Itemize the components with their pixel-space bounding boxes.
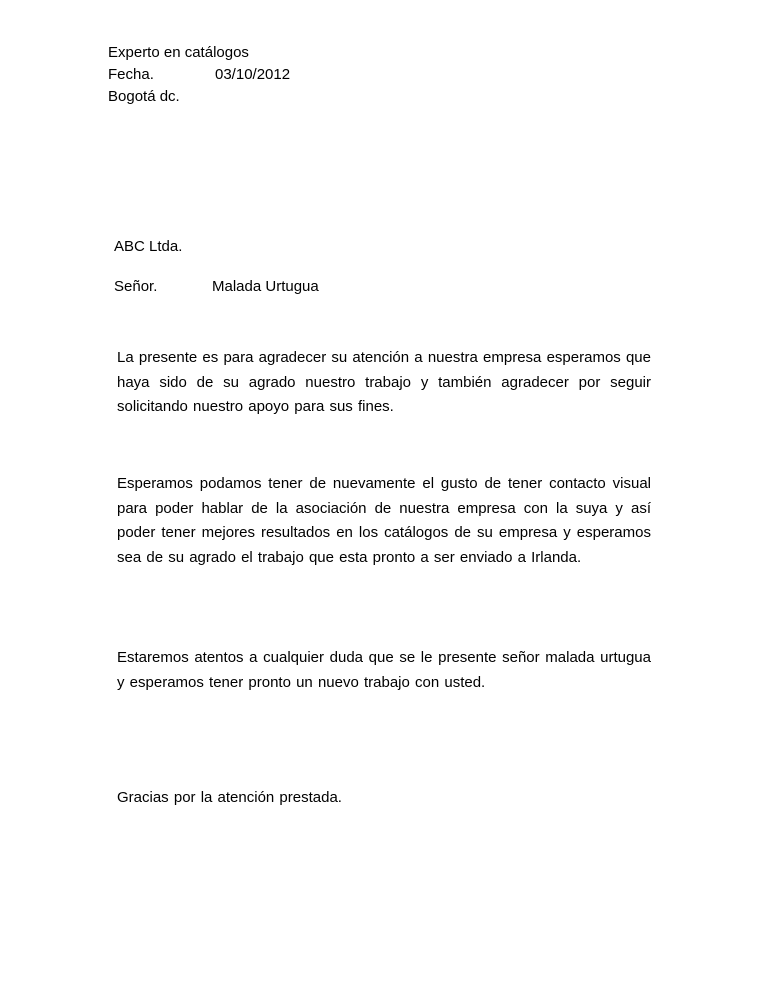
date-label: Fecha.: [108, 66, 154, 83]
date-value: 03/10/2012: [215, 66, 291, 83]
body-paragraph-2: Esperamos podamos tener de nuevamente el gusto de tener contacto visual para poder hablar de la asociación de nuestra empresa con la suya y así poder tener mejores resultados en los catálogos de su empresa y esperamos sea de su agrado el trabajo que esta pronto a ser enviado a Irlanda.: [117, 475, 651, 567]
sender-title: Experto en catálogos: [108, 44, 249, 61]
closing-line: Gracias por la atención prestada.: [117, 789, 342, 806]
recipient-title: Señor.: [114, 278, 158, 295]
city-line: Bogotá dc.: [108, 88, 180, 105]
body-paragraph-1: La presente es para agradecer su atención a nuestra empresa esperamos que haya sido de su agrado nuestro trabajo y también agradecer por seguir solicitando nuestro apoyo para sus fines.: [117, 349, 651, 416]
recipient-company: ABC Ltda.: [114, 238, 183, 255]
body-paragraph-3: Estaremos atentos a cualquier duda que se le presente señor malada urtugua y esperamos tener pronto un nuevo trabajo con usted.: [117, 649, 651, 691]
date-line: [108, 64, 408, 86]
recipient-line: [114, 276, 414, 298]
recipient-name: Malada Urtugua: [212, 278, 319, 295]
